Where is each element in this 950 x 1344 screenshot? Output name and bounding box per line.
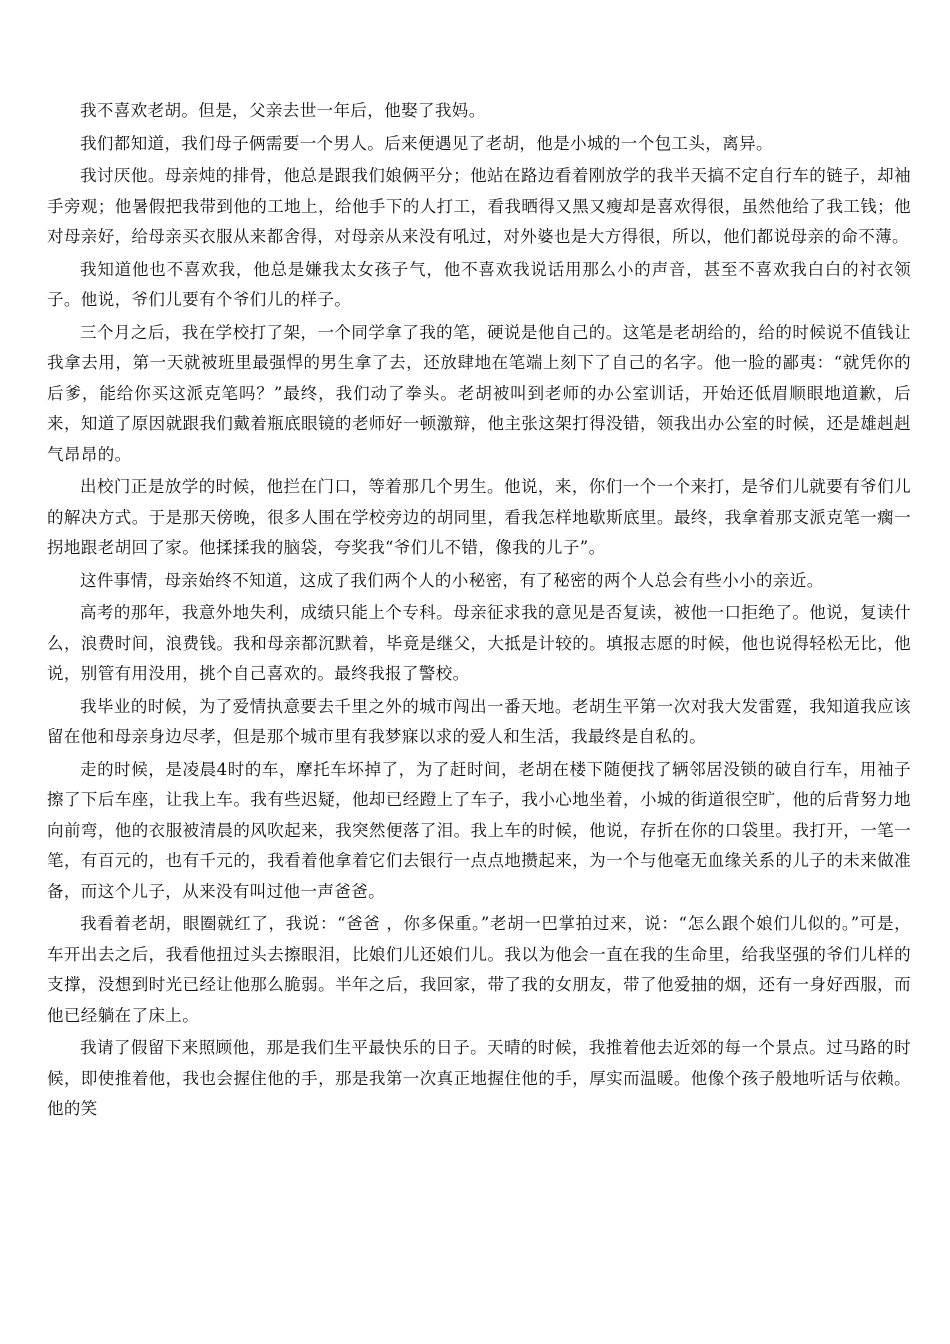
paragraph-11: 我看着老胡，眼圈就红了，我说：“爸爸 ，你多保重。”老胡一巴掌拍过来，说：“怎么跟个娘们儿似的。”可是，车开出去之后，我看他扭过头去擦眼泪，比娘们儿还娘们儿。我以为他会一直在我的生命里，给我坚强的爷们儿样的支撑，没想到时光已经让他那么脆弱。半年之后，我回家，带了我的女朋友，带了他爱抽的烟，还有一身好西服，而他已经躺在了床上。 — [47, 914, 911, 1025]
paragraph-2: 我们都知道，我们母子俩需要一个男人。后来便遇见了老胡，他是小城的一个包工头，离异。 — [80, 133, 773, 153]
paragraph-7: 这件事情，母亲始终不知道，这成了我们两个人的小秘密，有了秘密的两个人总会有些小小的亲近。 — [80, 570, 824, 590]
paragraph-12: 我请了假留下来照顾他，那是我们生平最快乐的日子。天晴的时候，我推着他去近郊的每一个景点。过马路的时候，即使推着他，我也会握住他的手，那是我第一次真正地握住他的手，厚实而温暖。他像个孩子般地听话与依赖。他的笑 — [47, 1038, 911, 1118]
paragraph-10: 走的时候，是凌晨4时的车，摩托车坏掉了，为了赶时间，老胡在楼下随便找了辆邻居没锁的破自行车，用袖子擦了下后车座，让我上车。我有些迟疑，他却已经蹬上了车子，我小心地坐着，小城的街道很空旷，他的后背努力地向前弯，他的衣服被清晨的风吹起来，我突然便落了泪。我上车的时候，他说，存折在你的口袋里。我打开，一笔一笔，有百元的，也有千元的，我看着他拿着它们去银行一点点地攒起来，为一个与他毫无血缘关系的儿子的未来做准备，而这个儿子，从来没有叫过他一声爸爸。 — [47, 759, 911, 901]
document-page — [47, 96, 911, 1127]
paragraph-8: 高考的那年，我意外地失利，成绩只能上个专科。母亲征求我的意见是否复读，被他一口拒绝了。他说，复读什么，浪费时间，浪费钱。我和母亲都沉默着，毕竟是继父，大抵是计较的。填报志愿的时候，他也说得轻松无比，他说，别管有用没用，挑个自己喜欢的。最终我报了警校。 — [47, 603, 911, 683]
paragraph-9: 我毕业的时候，为了爱情执意要去千里之外的城市闯出一番天地。老胡生平第一次对我大发雷霆，我知道我应该留在他和母亲身边尽孝，但是那个城市里有我梦寐以求的爱人和生活，我最终是自私的。 — [47, 696, 911, 746]
paragraph-5: 三个月之后，我在学校打了架，一个同学拿了我的笔，硬说是他自己的。这笔是老胡给的，给的时候说不值钱让我拿去用，第一天就被班里最强悍的男生拿了去，还放肆地在笔端上刻下了自己的名字。他一脸的鄙夷：“就凭你的后爹，能给你买这派克笔吗？”最终，我们动了拳头。老胡被叫到老师的办公室训话，开始还低眉顺眼地道歉，后来，知道了原因就跟我们戴着瓶底眼镜的老师好一顿激辩，他主张这架打得没错，领我出办公室的时候，还是雄赳赳气昂昂的。 — [47, 322, 911, 464]
paragraph-4: 我知道他也不喜欢我，他总是嫌我太女孩子气，他不喜欢我说话用那么小的声音，甚至不喜欢我白白的衬衣领子。他说，爷们儿要有个爷们儿的样子。 — [47, 259, 911, 309]
paragraph-6: 出校门正是放学的时候，他拦在门口，等着那几个男生。他说，来，你们一个一个来打，是爷们儿就要有爷们儿的解决方式。于是那天傍晚，很多人围在学校旁边的胡同里，看我怎样地歇斯底里。最终，我拿着那支派克笔一瘸一拐地跟老胡回了家。他揉揉我的脑袋，夸奖我“爷们儿不错，像我的儿子”。 — [47, 477, 911, 557]
paragraph-3: 我讨厌他。母亲炖的排骨，他总是跟我们娘俩平分；他站在路边看着刚放学的我半天搞不定自行车的链子，却袖手旁观；他暑假把我带到他的工地上，给他手下的人打工，看我晒得又黑又瘦却是喜欢得很，虽然他给了我工钱；他对母亲好，给母亲买衣服从来都舍得，对母亲从来没有吼过，对外婆也是大方得很，所以，他们都说母亲的命不薄。 — [47, 166, 911, 246]
paragraph-1: 我不喜欢老胡。但是，父亲去世一年后，他娶了我妈。 — [80, 101, 486, 120]
